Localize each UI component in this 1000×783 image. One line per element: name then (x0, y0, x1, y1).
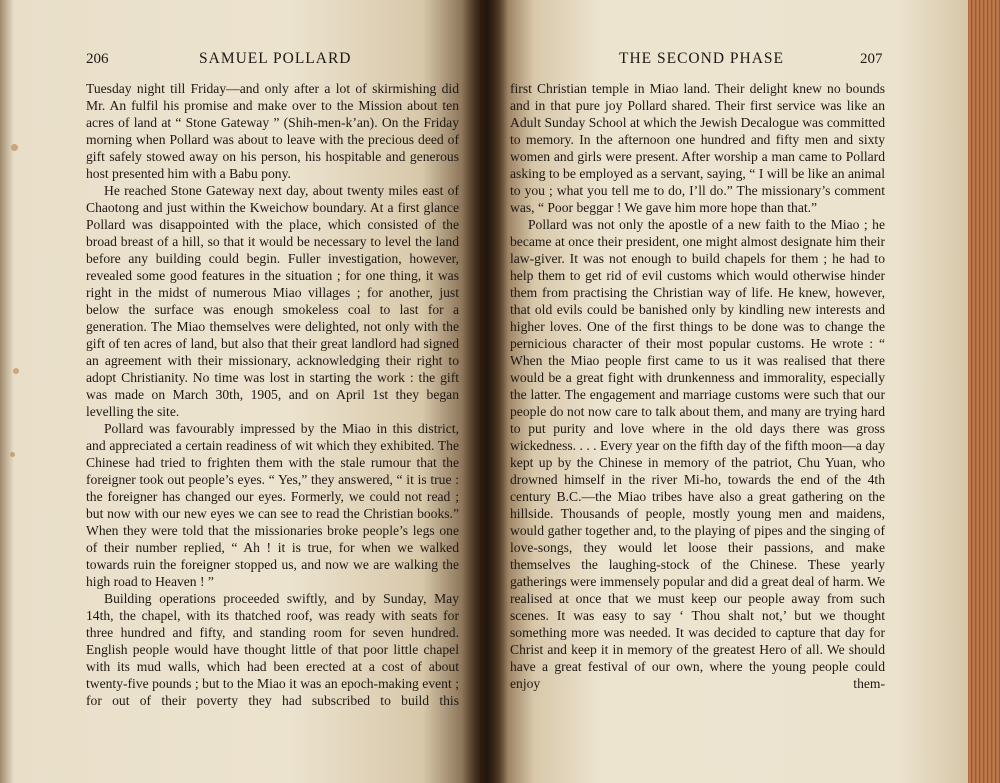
page-number: 207 (860, 51, 883, 67)
paragraph: He reached Stone Gateway next day, about twenty miles east of Chaotong and just within the Kweichow boundary. At a first glance Pollard was disappointed with the place, which consisted of the broad breast of a hill, so that it would be necessary to level the land before any building could begin. Fuller investigation, however, revealed some good features in the situation ; for one thing, it was right in the midst of numerous Miao villages ; for another, just below the surface was enough smokeless coal to last for a generation. The Miao themselves were delighted, not only with the gift of ten acres of land, but also that their great landlord had signed an agreement with their missionary, acknowledging their right to adopt Christianity. No time was lost in starting the work : the gift was made on March 30th, 1905, and on April 1st they began levelling the site. (86, 183, 459, 419)
paragraph: Building operations proceeded swiftly, and by Sunday, May 14th, the chapel, with its thatched roof, was ready with seats for three hundred and fifty, and standing room for seven hundred. English people would have thought little of that poor little chapel with its mud walls, which had been erected at a cost of about twenty-five pounds ; but to the Miao it was an epoch-making event ; for out of their poverty they had subscribed to build this (86, 591, 459, 708)
paragraph: first Christian temple in Miao land. Their delight knew no bounds and in that pure joy Pollard shared. Their first service was like an Adult Sunday School at which the Jewish Decalogue was committed to memory. In the afternoon one hundred and fifty men and sixty women and girls were present. After worship a man came to Pollard asking to be employed as a servant, saying, “ I will be like an animal to you ; what you tell me to do, I’ll do.” The missionary’s comment was, “ Poor beggar ! We gave him more hope than that.” (510, 81, 885, 215)
foxing-spot (13, 368, 19, 374)
page-number: 206 (86, 51, 109, 67)
paragraph: Pollard was not only the apostle of a new faith to the Miao ; he became at once their president, one might almost designate him their law-giver. It was not enough to build chapels for them ; he had to help them to get rid of evil customs which would otherwise hinder them from practising the Christian way of life. He knew, however, that old evils could be banished only by kindling new interests and higher loves. One of the first things to be done was to change the pernicious character of their most popular customs. He wrote : “ When the Miao people first came to us it was realised that there would be a great fight with drunkenness and immorality, especially the latter. The engagement and marriage customs were such that our people do not now care to talk about them, and many are trying hard to put purity and love where in the old days there was gross wickedness. . . . Every year on the fifth day of the fifth moon—a day kept up by the Chinese in memory of the patriot, Chu Yuan, who drowned himself in the river Mi-ho, towards the end of the 4th century B.C.—the Miao tribes have also a great gathering on the hillside. Thousands of people, mostly young men and maidens, would gather together and, to the playing of pipes and the singing of love-songs, they would let loose their passions, and make themselves the laughing-stock of the Chinese. These yearly gatherings were immensely popular and did a great deal of harm. We realised at once that we must keep our people away from such scenes. It was easy to say ‘ Thou shalt not,’ but we thought something more was needed. It was decided to capture that day for Christ and keep it in memory of the greatest Hero of all. We should have a great festival of our own, where the young people could enjoy them- (510, 217, 885, 691)
body-text (510, 80, 885, 692)
paragraph: Tuesday night till Friday—and only after a lot of skirmishing did Mr. An fulfil his promise and make over to the Mission about ten acres of land at “ Stone Gateway ” (Shih-men-k’an). On the Friday morning when Pollard was about to leave with the precious deed of gift safely stowed away on his person, his hospitable and generous host presented him with a Babu pony. (86, 81, 459, 181)
running-head: THE SECOND PHASE (619, 50, 784, 67)
right-page (480, 0, 970, 783)
book-gutter (462, 0, 508, 783)
foxing-spot (11, 144, 18, 151)
paragraph: Pollard was favourably impressed by the Miao in this district, and appreciated a certain readiness of wit which they exhibited. The Chinese had tried to frighten them with the stale rumour that the foreigner took out people’s eyes. “ Yes,” they answered, “ it is true : the foreigner has changed our eyes. Formerly, we could not read ; but now with our new eyes we can see to read the Christian books.” When they were told that the missionaries broke people’s legs one of their number replied, “ Ah ! it is true, for when we walked towards ruin the foreigner stopped us, and now we are walking the high road to Heaven ! ” (86, 421, 459, 589)
foxing-spot (10, 452, 15, 457)
body-text (86, 80, 459, 709)
page-edges (968, 0, 1000, 783)
left-page (0, 0, 480, 783)
running-head: SAMUEL POLLARD (199, 50, 352, 67)
